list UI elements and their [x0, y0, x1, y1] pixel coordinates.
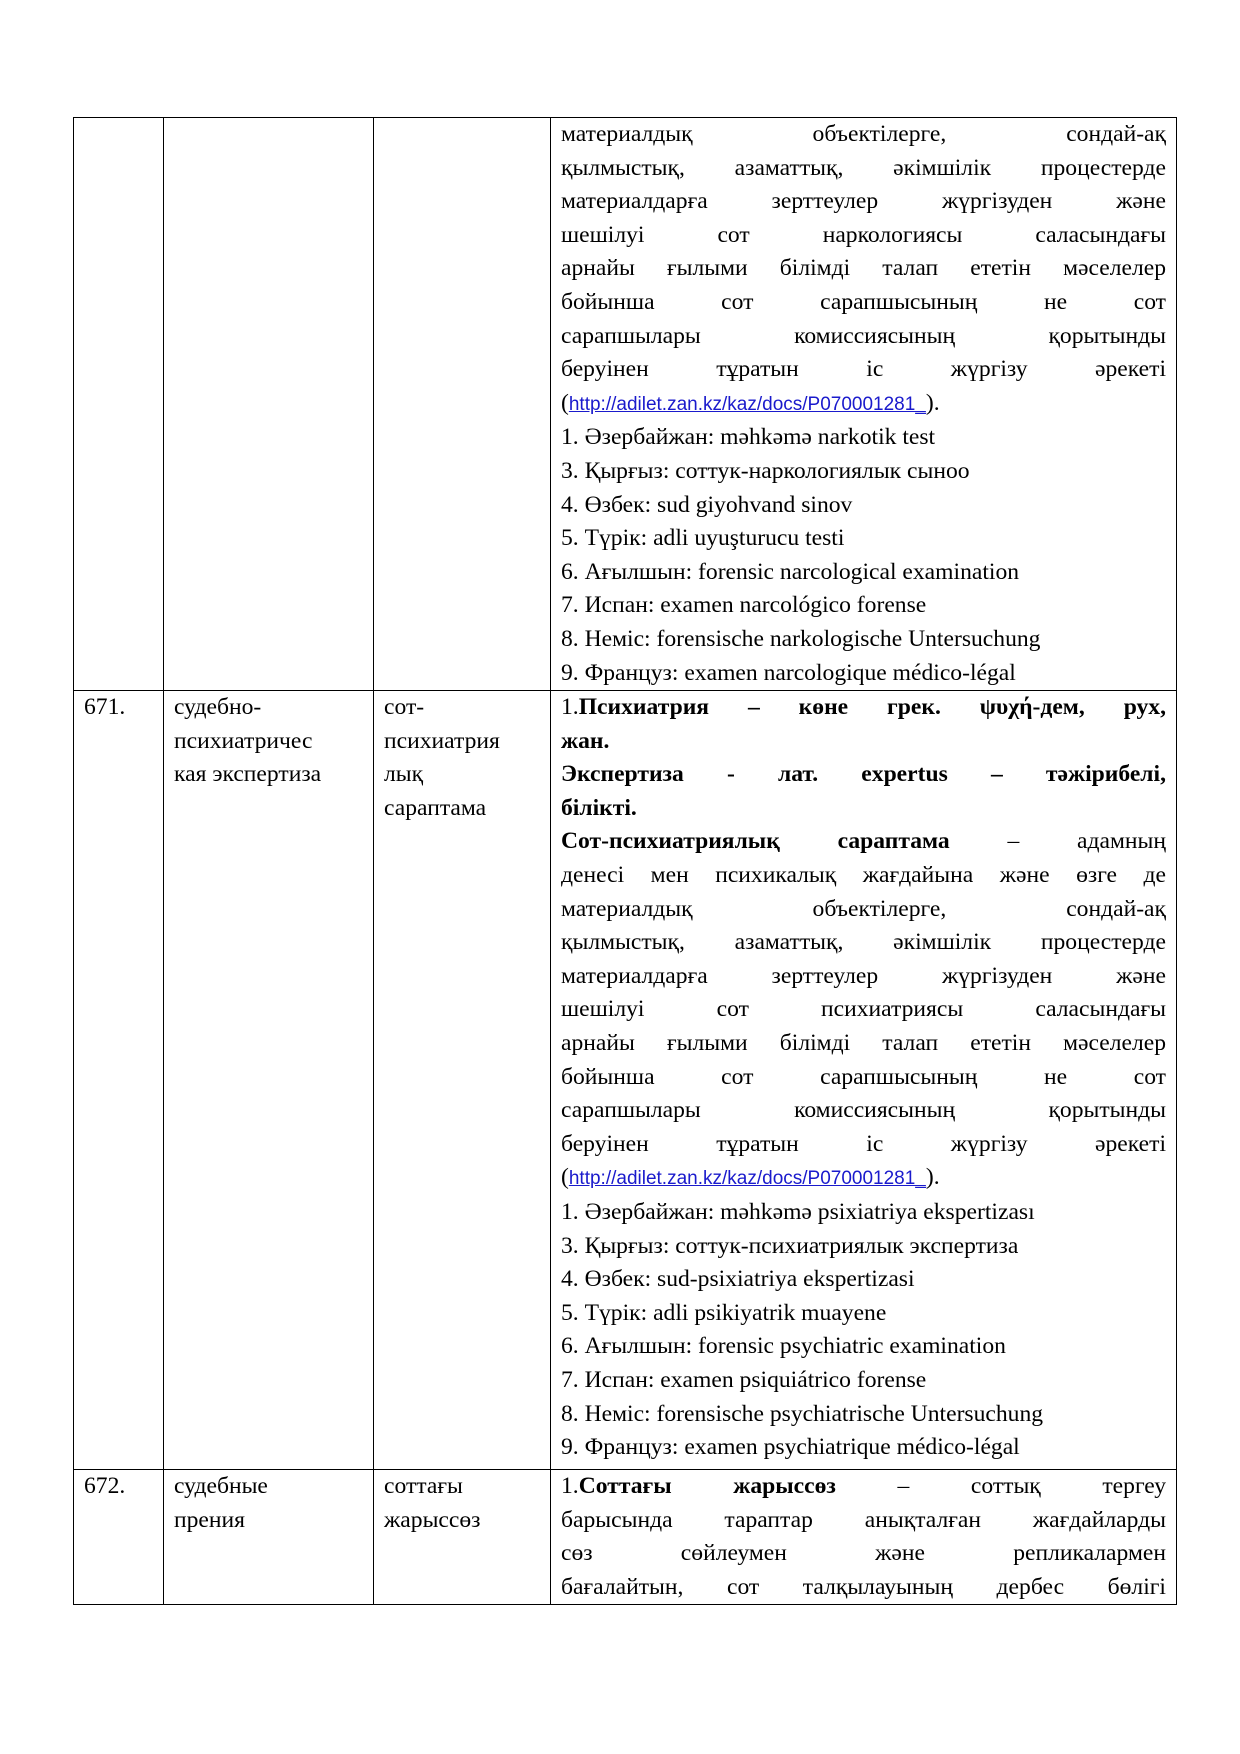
- translation-item: 8. Неміс: forensische psychiatrische Untersuchung: [561, 1400, 1044, 1427]
- definition-line: беруінен тұратын іс жүргізу әрекеті: [561, 1130, 1166, 1157]
- kazakh-term-cell: [374, 118, 551, 691]
- kazakh-term: психиатрия: [384, 727, 500, 754]
- kazakh-term: соттағы: [384, 1473, 463, 1500]
- russian-term-cell: [164, 1470, 374, 1605]
- russian-term: кая экспертиза: [174, 761, 322, 788]
- source-reference: (http://adilet.zan.kz/kaz/docs/P070001281_).: [561, 389, 940, 416]
- russian-term: судебно-: [174, 694, 262, 721]
- etymology-line: жан.: [561, 727, 610, 754]
- translation-item: 9. Француз: examen psychiatrique médico-légal: [561, 1434, 1020, 1461]
- translation-item: 1. Әзербайжан: məhkəmə narkotik test: [561, 424, 936, 451]
- term-heading: 1.Соттағы жарыссөз – соттық тергеу: [561, 1473, 1166, 1500]
- russian-term-cell: [164, 118, 374, 691]
- translation-item: 7. Испан: examen narcológico forense: [561, 592, 927, 619]
- definition-line: арнайы ғылыми білімді талап ететін мәселелер: [561, 255, 1166, 282]
- number-cell: [74, 691, 164, 1470]
- definition-line: материалдарға зерттеулер жүргізуден және: [561, 188, 1166, 215]
- kazakh-term-cell: [374, 691, 551, 1470]
- translation-item: 3. Қырғыз: соттук-психиатриялык экспертиза: [561, 1232, 1019, 1259]
- definition-cell: [551, 691, 1177, 1470]
- term-heading: Сот-психиатриялық сараптама – адамның: [561, 828, 1167, 855]
- translation-item: 6. Ағылшын: forensic narcological examination: [561, 558, 1020, 585]
- source-link[interactable]: http://adilet.zan.kz/kaz/docs/P070001281_: [568, 393, 926, 415]
- translation-item: 4. Өзбек: sud giyohvand sinov: [561, 491, 853, 518]
- definition-line: материалдық объектілерге, сондай-ақ: [561, 895, 1166, 922]
- translation-item: 5. Түрік: adli psikiyatrik muayene: [561, 1299, 887, 1326]
- definition-line: материалдарға зерттеулер жүргізуден және: [561, 962, 1166, 989]
- kazakh-term: сараптама: [384, 794, 487, 821]
- definition-line: бойынша сот сарапшысының не сот: [561, 288, 1166, 315]
- translation-item: 6. Ағылшын: forensic psychiatric examination: [561, 1333, 1006, 1360]
- definition-line: шешілуі сот наркологиясы саласындағы: [561, 221, 1166, 248]
- definition-line: сарапшылары комиссиясының қорытынды: [561, 322, 1166, 349]
- kazakh-term: жарыссөз: [384, 1506, 481, 1533]
- table-row: [74, 118, 1177, 691]
- table-row: [74, 1470, 1177, 1605]
- number-cell: [74, 1470, 164, 1605]
- definition-line: материалдық объектілерге, сондай-ақ: [561, 121, 1166, 147]
- translation-item: 7. Испан: examen psiquiátrico forense: [561, 1366, 927, 1393]
- translation-item: 8. Неміс: forensische narkologische Untersuchung: [561, 625, 1041, 652]
- definition-line: денесі мен психикалық жағдайына және өзге де: [561, 862, 1166, 889]
- definition-line: бағалайтын, сот талқылауының дербес бөлігі: [561, 1573, 1166, 1600]
- definition-line: шешілуі сот психиатриясы саласындағы: [561, 996, 1166, 1023]
- russian-term: судебные: [174, 1473, 268, 1500]
- etymology-line: 1.Психиатрия – көне грек. ψυχή-дем, рух,: [561, 694, 1166, 721]
- definition-line: сарапшылары комиссиясының қорытынды: [561, 1097, 1166, 1124]
- table-row: [74, 691, 1177, 1470]
- definition-line: сөз сөйлеумен және репликалармен: [561, 1540, 1166, 1567]
- source-link[interactable]: http://adilet.zan.kz/kaz/docs/P070001281_: [568, 1168, 926, 1190]
- kazakh-term: лық: [384, 761, 424, 788]
- definition-line: беруінен тұратын іс жүргізу әрекеті: [561, 356, 1166, 383]
- russian-term-cell: [164, 691, 374, 1470]
- translation-item: 9. Француз: examen narcologique médico-légal: [561, 659, 1016, 686]
- etymology-line: білікті.: [561, 794, 637, 821]
- entry-number: 672.: [84, 1473, 126, 1500]
- definition-line: барысында тараптар анықталған жағдайларды: [561, 1506, 1166, 1533]
- definition-line: қылмыстық, азаматтық, әкімшілік процестерде: [561, 154, 1166, 181]
- translation-item: 3. Қырғыз: соттук-наркологиялык сыноо: [561, 457, 970, 484]
- definition-line: бойынша сот сарапшысының не сот: [561, 1063, 1166, 1090]
- kazakh-term: сот-: [384, 694, 425, 721]
- definition-cell: [551, 1470, 1177, 1605]
- etymology-line: Экспертиза - лат. expertus – тәжірибелі,: [561, 761, 1166, 788]
- glossary-table: [73, 117, 1177, 1605]
- number-cell: [74, 118, 164, 691]
- translation-item: 4. Өзбек: sud-psixiatriya ekspertizasi: [561, 1266, 915, 1293]
- translation-item: 1. Әзербайжан: məhkəmə psixiatriya ekspertizası: [561, 1199, 1035, 1225]
- translation-item: 5. Түрік: adli uyuşturucu testi: [561, 525, 845, 552]
- russian-term: психиатричес: [174, 727, 313, 754]
- russian-term: прения: [174, 1506, 246, 1533]
- definition-cell: [551, 118, 1177, 691]
- entry-number: 671.: [84, 694, 126, 721]
- source-reference: (http://adilet.zan.kz/kaz/docs/P070001281_).: [561, 1164, 940, 1191]
- definition-line: арнайы ғылыми білімді талап ететін мәселелер: [561, 1030, 1166, 1057]
- kazakh-term-cell: [374, 1470, 551, 1605]
- definition-line: қылмыстық, азаматтық, әкімшілік процестерде: [561, 929, 1166, 956]
